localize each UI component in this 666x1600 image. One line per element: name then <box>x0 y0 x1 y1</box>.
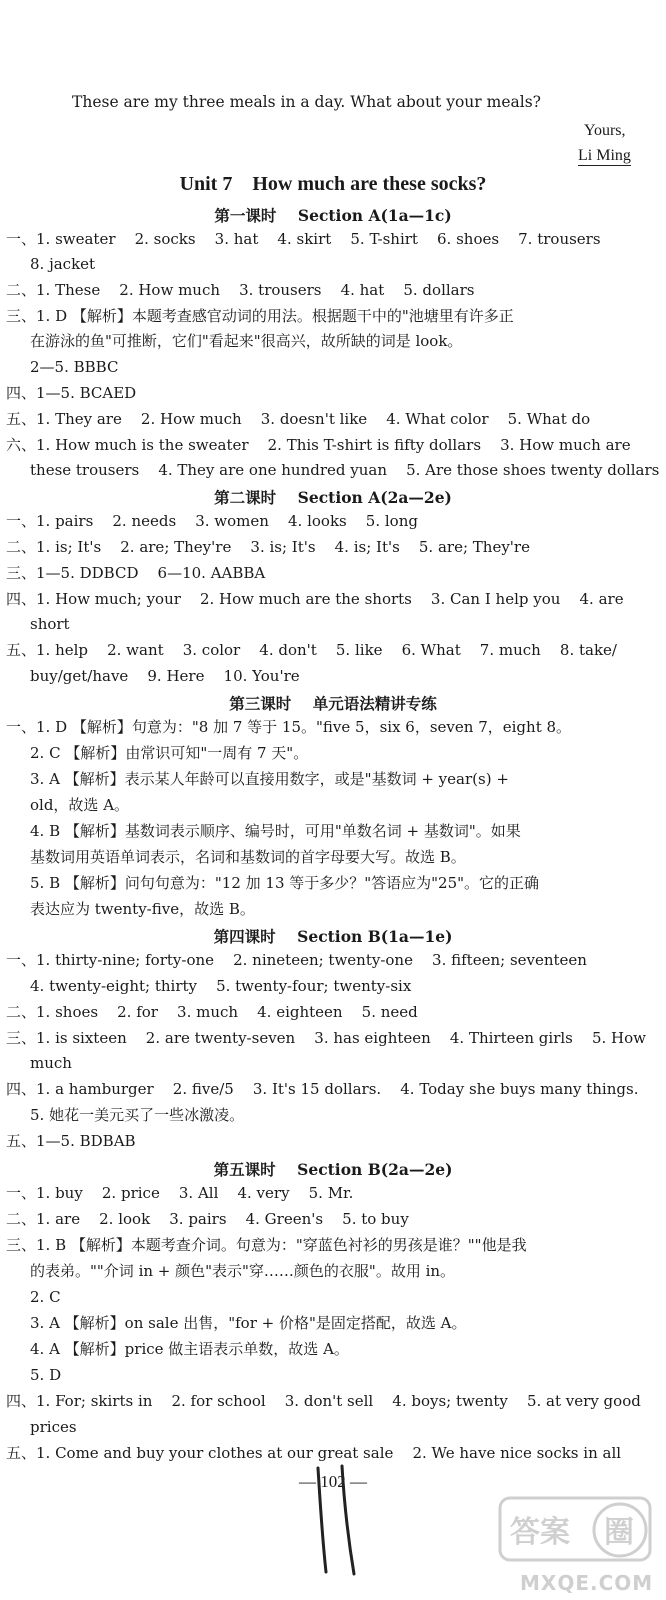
answer-line: 在游泳的鱼"可推断，它们"看起来"很高兴，故所缺的词是 look。 <box>30 332 463 350</box>
answer-line: 3. A 【解析】表示某人年龄可以直接用数字，或是"基数词 + year(s) + <box>30 770 509 788</box>
answer-line: 基数词用英语单词表示，名词和基数词的首字母要大写。故选 B。 <box>30 848 466 866</box>
answer-line: 一、1. buy 2. price 3. All 4. very 5. Mr. <box>6 1184 354 1202</box>
answer-line: 二、1. These 2. How much 3. trousers 4. hat 5. dollars <box>6 281 475 299</box>
answer-line: 一、1. thirty-nine; forty-one 2. nineteen; twenty-one 3. fifteen; seventeen <box>6 951 587 969</box>
answer-line: 五、1. help 2. want 3. color 4. don't 5. like 6. What 7. much 8. take/ <box>6 641 617 659</box>
answer-line: 五、1—5. BDBAB <box>6 1132 136 1150</box>
answer-line: 3. A 【解析】on sale 出售，"for + 价格"是固定搭配，故选 A。 <box>30 1314 467 1332</box>
answer-line: 2—5. BBBC <box>30 358 119 376</box>
answer-line: 4. A 【解析】price 做主语表示单数，故选 A。 <box>30 1340 349 1358</box>
lesson-title: 第一课时 Section A(1a—1c) <box>214 206 452 225</box>
answer-line: 一、1. pairs 2. needs 3. women 4. looks 5. long <box>6 512 418 530</box>
answer-line: 二、1. shoes 2. for 3. much 4. eighteen 5. need <box>6 1003 418 1021</box>
answer-line: 2. C 【解析】由常识可知"一周有 7 天"。 <box>30 744 309 762</box>
answer-line: 四、1—5. BCAED <box>6 384 137 402</box>
answer-line: 六、1. How much is the sweater 2. This T-shirt is fifty dollars 3. How much are <box>6 436 631 454</box>
answer-line: 二、1. are 2. look 3. pairs 4. Green's 5. to buy <box>6 1210 409 1228</box>
answer-line: 四、1. a hamburger 2. five/5 3. It's 15 dollars. 4. Today she buys many things. <box>6 1080 639 1098</box>
answer-line: 一、1. D 【解析】句意为："8 加 7 等于 15。"five 5，six 6，seven 7，eight 8。 <box>6 718 572 736</box>
answer-line: 四、1. How much; your 2. How much are the shorts 3. Can I help you 4. are <box>6 590 624 608</box>
answer-line: 5. D <box>30 1366 62 1384</box>
unit-title: Unit 7 How much are these socks? <box>179 173 487 195</box>
lesson-title: 第三课时 单元语法精讲专练 <box>229 694 437 713</box>
closing-sentence: These are my three meals in a day. What about your meals? <box>72 93 541 111</box>
answer-line: 8. jacket <box>30 255 96 273</box>
letter-signature: Li Ming <box>578 147 631 164</box>
answer-line: 2. C <box>30 1288 61 1306</box>
answer-line: these trousers 4. They are one hundred yuan 5. Are those shoes twenty dollars <box>30 461 660 479</box>
answer-line: 一、1. sweater 2. socks 3. hat 4. skirt 5. T-shirt 6. shoes 7. trousers <box>6 230 601 248</box>
answer-line: 三、1. is sixteen 2. are twenty-seven 3. has eighteen 4. Thirteen girls 5. How <box>6 1029 646 1047</box>
svg-text:圈: 圈 <box>604 1515 634 1550</box>
svg-text:MXQE.COM: MXQE.COM <box>520 1571 654 1595</box>
answer-line: 4. twenty-eight; thirty 5. twenty-four; twenty-six <box>30 977 412 995</box>
answer-line: 4. B 【解析】基数词表示顺序、编号时，可用"单数名词 + 基数词"。如果 <box>30 822 521 840</box>
answer-line: buy/get/have 9. Here 10. You're <box>30 667 300 685</box>
answer-line: 三、1. B 【解析】本题考查介词。句意为："穿蓝色衬衫的男孩是谁？""他是我 <box>6 1236 527 1254</box>
answer-line: 二、1. is; It's 2. are; They're 3. is; It's 4. is; It's 5. are; They're <box>6 538 530 556</box>
lesson-title: 第四课时 Section B(1a—1e) <box>213 927 453 946</box>
answer-line: 三、1—5. DDBCD 6—10. AABBA <box>6 564 266 582</box>
answer-line: prices <box>30 1418 77 1436</box>
svg-text:答案: 答案 <box>510 1515 570 1550</box>
answer-line: short <box>30 615 70 633</box>
handwritten-mark <box>296 1460 376 1580</box>
watermark-logo <box>480 1490 660 1600</box>
answer-line: much <box>30 1054 72 1072</box>
answer-line: 三、1. D 【解析】本题考查感官动词的用法。根据题干中的"池塘里有许多正 <box>6 307 514 325</box>
letter-sign-off: Yours, <box>584 122 626 139</box>
lesson-title: 第五课时 Section B(2a—2e) <box>213 1160 453 1179</box>
answer-line: 5. 她花一美元买了一些冰激凌。 <box>30 1106 245 1124</box>
answer-line: 五、1. They are 2. How much 3. doesn't like 4. What color 5. What do <box>6 410 591 428</box>
answer-line: 表达应为 twenty-five，故选 B。 <box>30 900 255 918</box>
answer-line: 五、1. Come and buy your clothes at our great sale 2. We have nice socks in all <box>6 1444 622 1462</box>
page-number: — 102 — <box>299 1472 367 1491</box>
answer-line: old，故选 A。 <box>30 796 130 814</box>
answer-line: 的表弟。""介词 in + 颜色"表示"穿……颜色的衣服"。故用 in。 <box>30 1262 456 1280</box>
lesson-title: 第二课时 Section A(2a—2e) <box>214 488 452 507</box>
answer-line: 四、1. For; skirts in 2. for school 3. don't sell 4. boys; twenty 5. at very good <box>6 1392 641 1410</box>
answer-line: 5. B 【解析】问句句意为："12 加 13 等于多少？"答语应为"25"。它的正确 <box>30 874 540 892</box>
